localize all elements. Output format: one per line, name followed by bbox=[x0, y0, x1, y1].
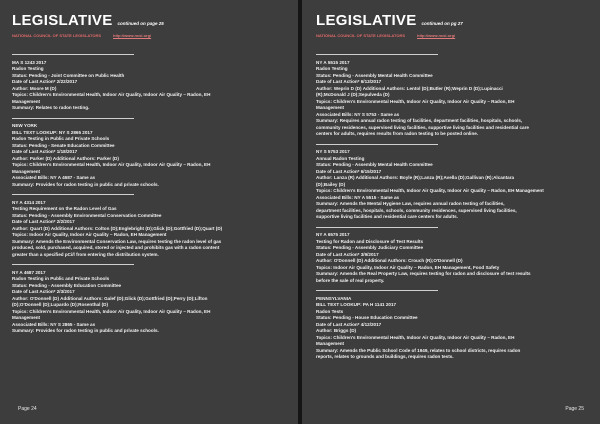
bill-line: Management bbox=[12, 315, 41, 321]
bill-line: Author: Parker (D) Additional Authors: Parker (D) bbox=[12, 155, 119, 161]
page-number: Page 25 bbox=[565, 406, 584, 412]
bill-line: Date of Last Action* 2/22/2017 bbox=[12, 79, 78, 85]
bill-line: Radon Tests bbox=[316, 308, 344, 314]
bill-entry bbox=[316, 54, 588, 138]
bill-line: produced, sold, purchased, acquired, stored or injected and prohibits gas with a radon content bbox=[12, 245, 220, 251]
bill-id: MA S 1243 2017 bbox=[12, 59, 47, 65]
bill-line: Annual Radon Testing bbox=[316, 155, 365, 161]
page-header bbox=[316, 12, 588, 29]
bill-line: Summary: Requires annual radon testing of facilities, department facilities, hospitals, schools, bbox=[316, 118, 523, 124]
entry-divider bbox=[12, 54, 134, 55]
bill-line: Topics: Indoor Air Quality, Indoor Air Quality – Radon, EH Management, Food Safety bbox=[316, 264, 500, 270]
bill-list bbox=[12, 54, 286, 335]
bill-line: centers for adults, requires results from radon testing to be posted online. bbox=[316, 131, 479, 137]
bill-line: BILL TEXT LOOKUP: PA H 1141 2017 bbox=[316, 302, 397, 308]
bill-line: Date of Last Action* 4/12/2017 bbox=[316, 321, 382, 327]
bill-line: Status: Pending - Assembly Environmental Conservation Committee bbox=[12, 212, 162, 218]
bill-line: Status: Pending - Assembly Mental Health Committee bbox=[316, 162, 433, 168]
bill-line: Date of Last Action* 2/3/2017 bbox=[12, 289, 75, 295]
bill-line: Author: O'Donnell (D) Additional Authors: Crouch (R);O'Donnell (D) bbox=[316, 258, 463, 264]
bill-line: (D);Bailey (D) bbox=[316, 181, 346, 187]
bill-line: Author: Lanza (R) Additional Authors: Boyle (R);Lanza (R);Avella (D);Gallivan (R);Alcantara bbox=[316, 175, 515, 181]
bill-line: department facilities, hospitals, schools, community residences, supervised living facilities, bbox=[316, 207, 517, 213]
entry-divider bbox=[12, 194, 134, 195]
bill-line: Management bbox=[12, 98, 41, 104]
bill-line: Topics: Children's Environmental Health, Indoor Air Quality, Indoor Air Quality – Radon, EH bbox=[316, 98, 515, 104]
bill-line: Status: Pending - House Education Committee bbox=[316, 315, 418, 321]
bill-line: supportive living facilities and residential care centers for adults. bbox=[316, 214, 458, 220]
bill-line: Associated Bills: NY S 2865 - Same as bbox=[12, 321, 96, 327]
source-link[interactable]: http://www.ncsl.org/ bbox=[113, 33, 152, 38]
bill-line: before the sale of real property. bbox=[316, 277, 385, 283]
source-row bbox=[12, 33, 286, 38]
entry-divider bbox=[316, 144, 438, 145]
bill-line: Topics: Children's Environmental Health, Indoor Air Quality, Indoor Air Quality – Radon, EH bbox=[12, 162, 211, 168]
bill-line: Topics: Children's Environmental Health, Indoor Air Quality, Indoor Air Quality – Radon, EH bbox=[12, 308, 211, 314]
page-number: Page 24 bbox=[18, 406, 37, 412]
entry-divider bbox=[316, 290, 438, 291]
entry-divider bbox=[316, 227, 438, 228]
bill-line: reports, relates to grounds and buildings, requires radon tests. bbox=[316, 354, 454, 360]
bill-list bbox=[316, 54, 588, 361]
entry-divider bbox=[12, 118, 134, 119]
bill-line: Radon Testing in Public and Private Schools bbox=[12, 136, 110, 142]
bill-line: Topics: Children's Environmental Health, Indoor Air Quality, Indoor Air Quality – Radon, EH bbox=[316, 334, 515, 340]
bill-line: Summary: Provides for radon testing in public and private schools. bbox=[12, 181, 159, 187]
bill-line: Author: Quart (D) Additional Authors: Colton (D);Englebright (D);Glick (D);Gottfried (D);Quart (D) bbox=[12, 225, 223, 231]
bill-entry bbox=[316, 227, 588, 285]
bill-entry bbox=[316, 290, 588, 361]
bill-line: Date of Last Action* 6/13/2017 bbox=[316, 79, 382, 85]
bill-line: Summary: Amends the Mental Hygiene Law, requires annual radon testing of facilities, bbox=[316, 201, 505, 207]
page-header bbox=[12, 12, 286, 29]
bill-line: (D);O'Donnell (D);Lupardo (D);Rosenthal (D) bbox=[12, 302, 109, 308]
bill-line: Associated Bills: NY A 4687 - Same as bbox=[12, 175, 96, 181]
bill-line: Summary: Amends the Real Property Law, requires testing for radon and disclosure of test results bbox=[316, 271, 531, 277]
continued-note: continued on pg 27 bbox=[421, 21, 463, 26]
bill-line: Status: Pending - Assembly Mental Health Committee bbox=[316, 72, 433, 78]
bill-line: Author: Moore M (D) bbox=[12, 85, 57, 91]
bill-id: NY A 4314 2017 bbox=[12, 199, 46, 205]
bill-line: Status: Pending - Senate Education Committee bbox=[12, 142, 115, 148]
bill-line: Date of Last Action* 2/2/2017 bbox=[12, 219, 75, 225]
bill-id: NEW YORK bbox=[12, 123, 38, 129]
bill-line: greater than a specified pCi/l from entering the distribution system. bbox=[12, 251, 159, 257]
bill-id: PENNSYLVANIA bbox=[316, 295, 352, 301]
bill-entry bbox=[12, 194, 286, 258]
bill-line: Status: Pending - Joint Committee on Public Health bbox=[12, 72, 125, 78]
bill-line: Author: Weprin D (D) Additional Authors: Lentol (D);Butler (R);Weprin D (D);Lupinacci bbox=[316, 85, 503, 91]
bill-line: Author: O'Donnell (D) Additional Authors: Galef (D);Glick (D);Gottfried (D);Perry (D);Lifton bbox=[12, 295, 208, 301]
bill-line: Summary: Relates to radon testing. bbox=[12, 105, 90, 111]
bill-id: NY A 6575 2017 bbox=[316, 232, 350, 238]
bill-line: Associated Bills: NY A 5515 - Same as bbox=[316, 194, 400, 200]
bill-line: Radon Testing bbox=[12, 66, 44, 72]
bill-line: Radon Testing in Public and Private Schools bbox=[12, 276, 110, 282]
bill-line: Status: Pending - Assembly Judiciary Committee bbox=[316, 245, 424, 251]
section-title: LEGISLATIVE bbox=[12, 12, 113, 29]
bill-id: NY A 4687 2017 bbox=[12, 269, 46, 275]
entry-divider bbox=[12, 264, 134, 265]
bill-id: NY A 5515 2017 bbox=[316, 59, 350, 65]
bill-entry bbox=[12, 118, 286, 189]
bill-line: (R);McDonald J (D);Sepulveda (D) bbox=[316, 92, 390, 98]
bill-line: Summary: Amends the Environmental Conservation Law, requires testing the radon level of gas bbox=[12, 238, 222, 244]
section-title: LEGISLATIVE bbox=[316, 12, 417, 29]
page-left bbox=[0, 0, 298, 424]
bill-line: community residences, supervised living facilities, supportive living facilities and residential care bbox=[316, 124, 529, 130]
bill-line: Date of Last Action* 6/15/2017 bbox=[316, 168, 382, 174]
source-link[interactable]: http://www.ncsl.org/ bbox=[417, 33, 456, 38]
bill-line: Author: Briggs (D) bbox=[316, 328, 357, 334]
source-row bbox=[316, 33, 588, 38]
bill-line: Date of Last Action* 1/18/2017 bbox=[12, 149, 78, 155]
bill-line: Associated Bills: NY S 5753 - Same as bbox=[316, 111, 400, 117]
continued-note: continued on page 25 bbox=[117, 21, 164, 26]
bill-line: Management bbox=[316, 105, 345, 111]
bill-line: Topics: Children's Environmental Health, Indoor Air Quality, Indoor Air Quality – Radon, EH bbox=[12, 92, 211, 98]
bill-line: Management bbox=[316, 341, 345, 347]
entry-divider bbox=[316, 54, 438, 55]
page-right bbox=[302, 0, 600, 424]
bill-line: Topics: Indoor Air Quality, Indoor Air Quality – Radon, EH Management bbox=[12, 232, 167, 238]
bill-line: Topics: Children's Environmental Health, Indoor Air Quality, Indoor Air Quality – Radon, EH Management bbox=[316, 188, 544, 194]
source-org: NATIONAL COUNCIL OF STATE LEGISLATORS bbox=[316, 33, 406, 38]
bill-id: NY S 5753 2017 bbox=[316, 149, 350, 155]
bill-entry bbox=[12, 264, 286, 335]
bill-line: Date of Last Action* 3/9/2017 bbox=[316, 251, 379, 257]
bill-line: Testing for Radon and Disclosure of Test Results bbox=[316, 238, 424, 244]
bill-line: Summary: Provides for radon testing in public and private schools. bbox=[12, 328, 159, 334]
bill-entry bbox=[316, 144, 588, 221]
source-org: NATIONAL COUNCIL OF STATE LEGISLATORS bbox=[12, 33, 102, 38]
bill-line: Summary: Amends the Public School Code of 1949, relates to school districts, requires radon bbox=[316, 347, 521, 353]
bill-line: Status: Pending - Assembly Education Committee bbox=[12, 282, 122, 288]
bill-line: BILL TEXT LOOKUP: NY S 2865 2017 bbox=[12, 129, 93, 135]
bill-line: Testing Requirement on the Radon Level of Gas bbox=[12, 206, 117, 212]
bill-line: Radon Testing bbox=[316, 66, 348, 72]
bill-entry bbox=[12, 54, 286, 112]
bill-line: Management bbox=[12, 168, 41, 174]
